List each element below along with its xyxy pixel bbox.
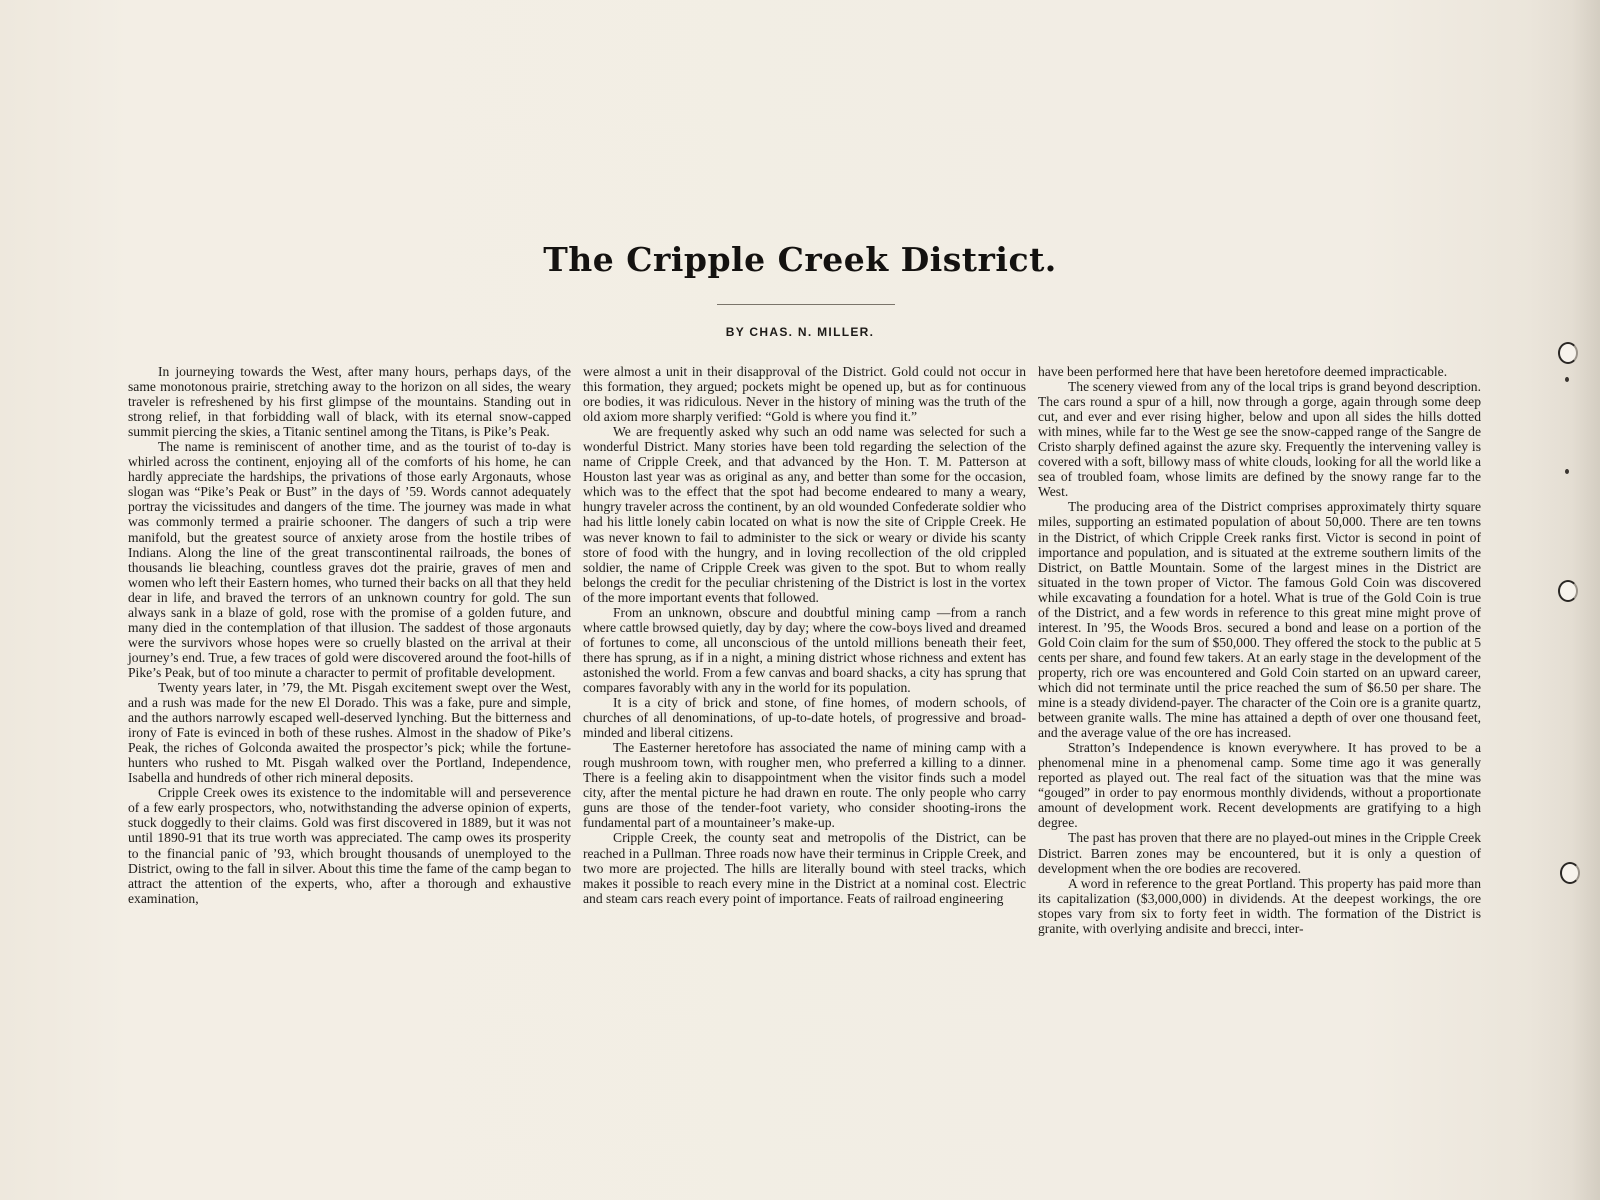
text-column-1 (128, 364, 571, 906)
paragraph: Twenty years later, in ’79, the Mt. Pisgah excitement swept over the West, and a rush was made for the new El Dorado. This was a fake, pure and simple, and the authors narrowly escaped well-deserved lynching. But the bitterness and irony of Fate is evinced in both of these rushes. Almost in the shadow of Pike’s Peak, the riches of Golconda awaited the prospector’s pick; while the fortune-hunters who rushed to Mt. Pisgah walked over the Portland, Independence, Isabella and hundreds of other rich mineral deposits. (128, 679, 571, 786)
text-column-2 (583, 364, 1026, 906)
paragraph: Cripple Creek, the county seat and metropolis of the District, can be reached in a Pullman. Three roads now have their terminus in Cripple Creek, and two more are projected. The hills are literally bound with steel tracks, which makes it possible to reach every mine in the District at a nominal cost. Electric and steam cars reach every point of importance. Feats of railroad engineering (583, 830, 1026, 906)
ink-speck (1565, 377, 1569, 382)
paragraph: The Easterner heretofore has associated the name of mining camp with a rough mushroom town, with rougher men, who preferred a killing to a dinner. There is a feeling akin to disappointment when the visitor finds such a model city, after the mental picture he had drawn en route. The only people who carry guns are those of the tender-foot variety, who consider shooting-irons the fundamental part of a mountaineer’s make-up. (583, 740, 1026, 831)
ink-speck (1565, 469, 1569, 474)
binder-hole-icon (1560, 862, 1580, 884)
paragraph-continued: were almost a unit in their disapproval of the District. Gold could not occur in this formation, they argued; pockets might be opened up, but as for continuous ore bodies, it was ridiculous. Never in the history of mining was the truth of the old axiom more sharply verified: “Gold is where you find it.” (583, 364, 1026, 425)
article-title: The Cripple Creek District. (543, 240, 1057, 279)
paragraph: The producing area of the District comprises approximately thirty square miles, supporting an estimated population of about 50,000. There are ten towns in the District, of which Cripple Creek ranks first. Victor is second in point of importance and population, and is situated at the extreme southern limits of the District, on Battle Mountain. Some of the largest mines in the District are situated in the town proper of Victor. The famous Gold Coin was discovered while excavating a foundation for a hotel. What is true of the Gold Coin is true of the District, and a few words in reference to this great mine might prove of interest. In ’95, the Woods Bros. secured a bond and lease on a portion of the Gold Coin claim for the sum of $50,000. They offered the stock to the public at 5 cents per share, and found few takers. At an early stage in the development of the property, rich ore was encountered and Gold Coin started on an upward career, which did not terminate until the price reached the sum of $6.50 per share. The mine is a steady dividend-payer. The character of the Coin ore is a granite quartz, between granite walls. The mine has attained a depth of over one thousand feet, and the average value of the ore has increased. (1038, 499, 1481, 741)
binder-hole-icon (1558, 342, 1578, 364)
binder-hole-icon (1558, 580, 1578, 602)
paragraph: The past has proven that there are no played-out mines in the Cripple Creek District. Barren zones may be encountered, but it is only a question of development when the ore bodies are recovered. (1038, 830, 1481, 876)
paragraph: A word in reference to the great Portland. This property has paid more than its capitalization ($3,000,000) in dividends. At the deepest workings, the ore stopes vary from six to forty feet in width. The formation of the District is granite, with overlying andisite and brecci, inter- (1038, 875, 1481, 936)
paragraph: It is a city of brick and stone, of fine homes, of modern schools, of churches of all denominations, of up-to-date hotels, of progressive and broad-minded and liberal citizens. (583, 695, 1026, 741)
article-byline: BY CHAS. N. MILLER. (725, 325, 875, 339)
paragraph: In journeying towards the West, after many hours, perhaps days, of the same monotonous prairie, stretching away to the horizon on all sides, the weary traveler is refreshened by his first glimpse of the mountains. Standing out in strong relief, in that forbidding wall of black, with its eternal snow-capped summit piercing the skies, a Titanic sentinel among the Titans, is Pike’s Peak. (128, 364, 571, 440)
paragraph: Stratton’s Independence is known everywhere. It has proved to be a phenomenal mine in a phenomenal camp. Some time ago it was generally reported as played out. The real fact of the situation was that the mine was “gouged” in order to pay enormous monthly dividends, without a proportionate amount of development work. Recent developments are gratifying to a high degree. (1038, 740, 1481, 831)
paragraph-continued: have been performed here that have been heretofore deemed impracticable. (1038, 364, 1448, 379)
paragraph: The name is reminiscent of another time, and as the tourist of to-day is whirled across the continent, enjoying all of the comforts of his home, he can hardly appreciate the hardships, the privations of those early Argonauts, whose slogan was “Pike’s Peak or Bust” in the days of ’59. Words cannot adequately portray the vicissitudes and dangers of the time. The journey was made in what was commonly termed a prairie schooner. The dangers of such a trip were manifold, but the greatest source of anxiety arose from the hostile tribes of Indians. Along the line of the great transcontinental railroads, the bones of thousands lie bleaching, countless graves dot the prairie, graves of men and women who left their Eastern homes, who turned their backs on all that they held dear in life, and braved the terrors of an unknown country for gold. The sun always sank in a blaze of gold, rose with the promise of a golden future, and many died in the contemplation of that illusion. The saddest of those argonauts were the survivors whose hopes were so cruelly blasted on the arrival at their journey’s end. True, a few traces of gold were discovered around the foot-hills of Pike’s Peak, but of too minute a character to permit of profitable development. (128, 439, 571, 680)
paragraph: From an unknown, obscure and doubtful mining camp —from a ranch where cattle browsed quietly, day by day; where the cow-boys lived and dreamed of fortunes to come, all unconscious of the untold millions beneath their feet, there has sprung, as if in a night, a mining district whose richness and extent has astonished the world. From a few canvas and board shacks, a city has sprung that compares favorably with any in the world for its population. (583, 604, 1026, 695)
paragraph: We are frequently asked why such an odd name was selected for such a wonderful District. Many stories have been told regarding the selection of the name of Cripple Creek, and that advanced by the Hon. T. M. Patterson at Houston last year was as original as any, and better than some for the occasion, which was to the effect that the spot had become endeared to many a weary, hungry traveler across the continent, by an old wounded Confederate soldier who had his little lonely cabin located on what is now the site of Cripple Creek. He was never known to fail to administer to the sick or weary or divide his scanty store of food with the hungry, and in loving recollection of the old crippled soldier, the name of Cripple Creek was given to the spot. But to whom really belongs the credit for the peculiar christening of the District is lost in the vortex of the more important events that followed. (583, 424, 1026, 605)
paragraph: Cripple Creek owes its existence to the indomitable will and perseverence of a few early prospectors, who, notwithstanding the adverse opinion of experts, stuck doggedly to their claims. Gold was first discovered in 1889, but it was not until 1890-91 that its true worth was appreciated. The camp owes its prosperity to the financial panic of ’93, which brought thousands of unemployed to the District, owing to the fall in silver. About this time the fame of the camp began to attract the attention of the experts, who, after a thorough and exhaustive examination, (128, 785, 571, 906)
title-divider (717, 304, 895, 305)
text-column-3 (1038, 364, 1481, 936)
paragraph: The scenery viewed from any of the local trips is grand beyond description. The cars round a spur of a hill, now through a gorge, again through some deep cut, and ever and ever rising higher, below and upon all sides the hills dotted with mines, while far to the West ge see the snow-capped range of the Sangre de Cristo sharply defined against the azure sky. Frequently the intervening valley is covered with a soft, billowy mass of white clouds, looking for all the world like a sea of troubled foam, whose limits are defined by the snowy range far to the West. (1038, 379, 1481, 500)
